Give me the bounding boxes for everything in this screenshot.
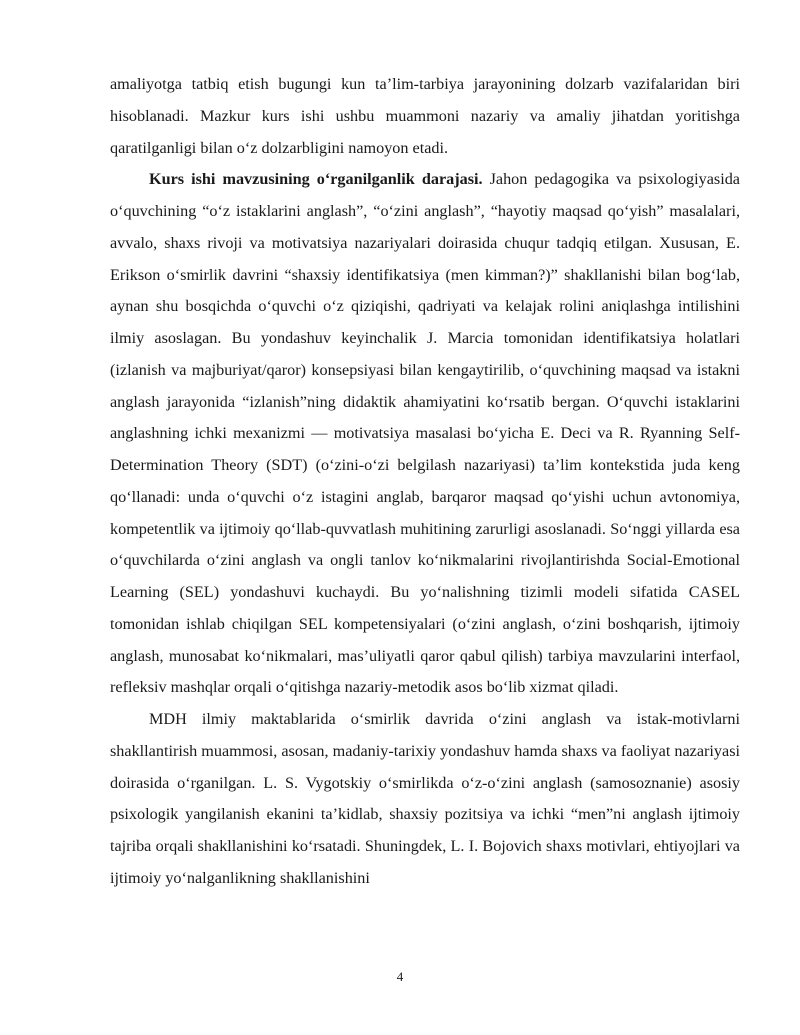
paragraph-intro-continuation: amaliyotga tatbiq etish bugungi kun ta’lim-tarbiya jarayonining dolzarb vazifalaridan biri hisoblanadi. Mazkur kurs ishi ushbu muammoni nazariy va amaliy jihatdan yoritishga qaratilganligi bilan o‘z dolzarbligini namoyon etadi. — [110, 75, 740, 157]
page-number: 4 — [396, 969, 404, 984]
body-text — [110, 69, 740, 895]
paragraph-cis-schools: MDH ilmiy maktablarida o‘smirlik davrida o‘zini anglash va istak-motivlarni shakllantirish muammosi, asosan, madaniy-tarixiy yondashuv hamda shaxs va faoliyat nazariyasi doirasida o‘rganilgan. L. S. Vygotskiy o‘smirlikda o‘z-o‘zini anglash (samosoznanie) asosiy psixologik yangilanish ekanini ta’kidlab, shaxsiy pozitsiya va ichki “men”ni anglash ijtimoiy tajriba orqali shakllanishini ko‘rsatadi. Shuningdek, L. I. Bojovich shaxs motivlari, ehtiyojlari va ijtimoiy yo‘nalganlikning shakllanishini — [110, 710, 740, 887]
paragraph-study-level — [110, 164, 740, 704]
section-heading-inline: Kurs ishi mavzusining o‘rganilganlik darajasi. — [149, 170, 483, 189]
paragraph-study-level-text: Jahon pedagogika va psixologiyasida o‘quvchining “o‘z istaklarini anglash”, “o‘zini anglash”, “hayotiy maqsad qo‘yish” masalalari, avvalo, shaxs rivoji va motivatsiya nazariyalari doirasida chuqur tadqiq etilgan. Xususan, E. Erikson o‘smirlik davrini “shaxsiy identifikatsiya (men kimman?)” shakllanishi bilan bog‘lab, aynan shu bosqichda o‘quvchi o‘z qiziqishi, qadriyati va kelajak rolini aniqlashga intilishini ilmiy asoslagan. Bu yondashuv keyinchalik J. Marcia tomonidan identifikatsiya holatlari (izlanish va majburiyat/qaror) konsepsiyasi bilan kengaytirilib, o‘quvchining maqsad va istakni anglash jarayonida “izlanish”ning didaktik ahamiyatini ko‘rsatib bergan. O‘quvchi istaklarini anglashning ichki mexanizmi — motivatsiya masalasi bo‘yicha E. Deci va R. Ryanning Self-Determination Theory (SDT) (o‘zini-o‘zi belgilash nazariyasi) ta’lim kontekstida juda keng qo‘llanadi: unda o‘quvchi o‘z istagini anglab, barqaror maqsad qo‘yishi uchun avtonomiya, kompetentlik va ijtimoiy qo‘llab-quvvatlash muhitining zarurligi asoslanadi. So‘nggi yillarda esa o‘quvchilarda o‘zini anglash va ongli tanlov ko‘nikmalarini rivojlantirishda Social-Emotional Learning (SEL) yondashuvi kuchaydi. Bu yo‘nalishning tizimli modeli sifatida CASEL tomonidan ishlab chiqilgan SEL kompetensiyalari (o‘zini anglash, o‘zini boshqarish, ijtimoiy anglash, munosabat ko‘nikmalari, mas’uliyatli qaror qabul qilish) tarbiya mavzularini interfaol, refleksiv mashqlar orqali o‘qitishga nazariy-metodik asos bo‘lib xizmat qiladi. — [110, 170, 740, 697]
